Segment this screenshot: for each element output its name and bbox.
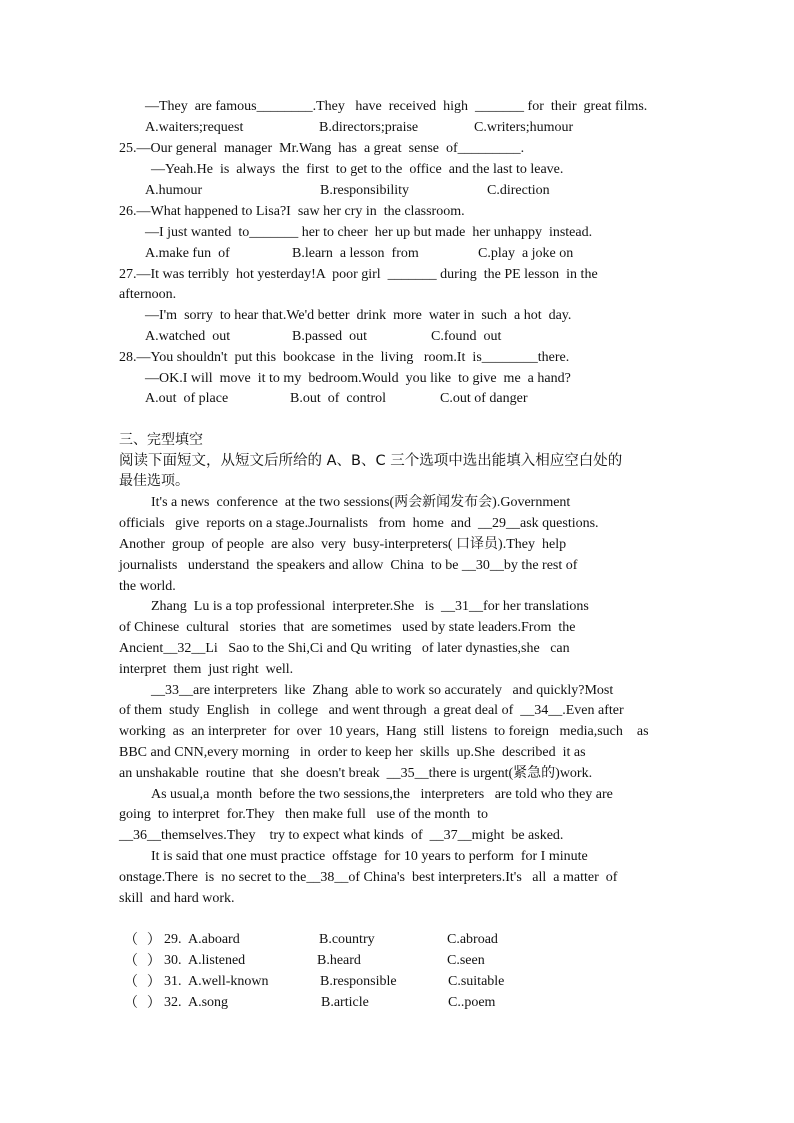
- passage-line: __36__themselves.They try to expect what kinds of __37__might be asked.: [119, 828, 564, 843]
- section-heading: 三、完型填空: [119, 432, 203, 448]
- passage-line: journalists understand the speakers and allow China to be __30__by the rest of: [119, 558, 578, 573]
- answer-option-b: B.country: [319, 932, 375, 947]
- passage-line: BBC and CNN,every morning in order to keep her skills up.She described it as: [119, 745, 586, 760]
- answer-number: 32.: [164, 995, 182, 1010]
- passage-line: of them study English in college and went through a great deal of __34__.Even after: [119, 703, 624, 718]
- passage-line: It is said that one must practice offstage for 10 years to perform for I minute: [151, 849, 588, 864]
- passage-line: of Chinese cultural stories that are sometimes used by state leaders.From the: [119, 620, 576, 635]
- answer-blank[interactable]: （ ）: [124, 953, 161, 969]
- passage-line: officials give reports on a stage.Journalists from home and __29__ask questions.: [119, 516, 599, 531]
- q25-reply: —Yeah.He is always the first to get to the office and the last to leave.: [151, 162, 564, 177]
- section-instructions-cont: 最佳选项。: [119, 473, 189, 489]
- answer-option-a: A.aboard: [188, 932, 240, 947]
- passage-line: skill and hard work.: [119, 891, 235, 906]
- passage-line: Ancient__32__Li Sao to the Shi,Ci and Qu writing of later dynasties,she can: [119, 641, 570, 656]
- answer-blank[interactable]: （ ）: [124, 995, 161, 1011]
- q25-option-a: A.humour: [145, 183, 203, 198]
- q28-option-c: C.out of danger: [440, 391, 528, 406]
- passage-line: an unshakable routine that she doesn't break __35__there is urgent(紧急的)work.: [119, 766, 593, 781]
- q26-option-c: C.play a joke on: [478, 246, 574, 261]
- q25-option-c: C.direction: [487, 183, 550, 198]
- answer-number: 30.: [164, 953, 182, 968]
- answer-option-b: B.responsible: [320, 974, 397, 989]
- q25-option-b: B.responsibility: [320, 183, 410, 198]
- answer-number: 29.: [164, 932, 182, 947]
- passage-line: Zhang Lu is a top professional interpreter.She is __31__for her translations: [151, 599, 589, 614]
- answer-option-c: C.seen: [447, 953, 485, 968]
- q24-option-a: A.waiters;request: [145, 120, 244, 135]
- q28-option-b: B.out of control: [290, 391, 387, 406]
- answer-blank[interactable]: （ ）: [124, 974, 161, 990]
- passage-line: onstage.There is no secret to the__38__of China's best interpreters.It's all a matter of: [119, 870, 618, 885]
- passage-line: going to interpret for.They then make full use of the month to: [119, 807, 488, 822]
- q26-option-b: B.learn a lesson from: [292, 246, 419, 261]
- q27-question-cont: afternoon.: [119, 287, 177, 302]
- answer-option-a: A.song: [188, 995, 229, 1010]
- answer-option-b: B.article: [321, 995, 369, 1010]
- answer-option-c: C..poem: [448, 995, 496, 1010]
- q27-question: 27.—It was terribly hot yesterday!A poor girl _______ during the PE lesson in the: [119, 267, 598, 282]
- q25-question: 25.—Our general manager Mr.Wang has a great sense of_________.: [119, 141, 525, 156]
- q24-dialogue-line: —They are famous________.They have received high _______ for their great films.: [145, 99, 648, 114]
- passage-line: the world.: [119, 579, 176, 594]
- q26-reply: —I just wanted to_______ her to cheer her up but made her unhappy instead.: [145, 225, 593, 240]
- passage-line: Another group of people are also very busy-interpreters( 口译员).They help: [119, 537, 567, 552]
- passage-line: As usual,a month before the two sessions,the interpreters are told who they are: [151, 787, 613, 802]
- q24-option-b: B.directors;praise: [319, 120, 419, 135]
- q27-option-a: A.watched out: [145, 329, 231, 344]
- q26-option-a: A.make fun of: [145, 246, 230, 261]
- q27-reply: —I'm sorry to hear that.We'd better drink more water in such a hot day.: [145, 308, 572, 323]
- answer-option-c: C.suitable: [448, 974, 505, 989]
- answer-option-b: B.heard: [317, 953, 361, 968]
- q28-reply: —OK.I will move it to my bedroom.Would you like to give me a hand?: [145, 371, 571, 386]
- q27-option-c: C.found out: [431, 329, 502, 344]
- q24-option-c: C.writers;humour: [474, 120, 574, 135]
- q26-question: 26.—What happened to Lisa?I saw her cry in the classroom.: [119, 204, 465, 219]
- passage-line: __33__are interpreters like Zhang able to work so accurately and quickly?Most: [151, 683, 614, 698]
- q28-question: 28.—You shouldn't put this bookcase in the living room.It is________there.: [119, 350, 570, 365]
- answer-blank[interactable]: （ ）: [124, 932, 161, 948]
- passage-line: working as an interpreter for over 10 years, Hang still listens to foreign media,such as: [119, 724, 649, 739]
- answer-option-c: C.abroad: [447, 932, 498, 947]
- passage-line: interpret them just right well.: [119, 662, 294, 677]
- q27-option-b: B.passed out: [292, 329, 368, 344]
- passage-line: It's a news conference at the two sessions(两会新闻发布会).Government: [151, 495, 571, 510]
- q28-option-a: A.out of place: [145, 391, 229, 406]
- answer-option-a: A.well-known: [188, 974, 269, 989]
- answer-option-a: A.listened: [188, 953, 246, 968]
- section-instructions: 阅读下面短文，从短文后所给的 A、B、C 三个选项中选出能填入相应空白处的: [119, 453, 623, 469]
- answer-number: 31.: [164, 974, 182, 989]
